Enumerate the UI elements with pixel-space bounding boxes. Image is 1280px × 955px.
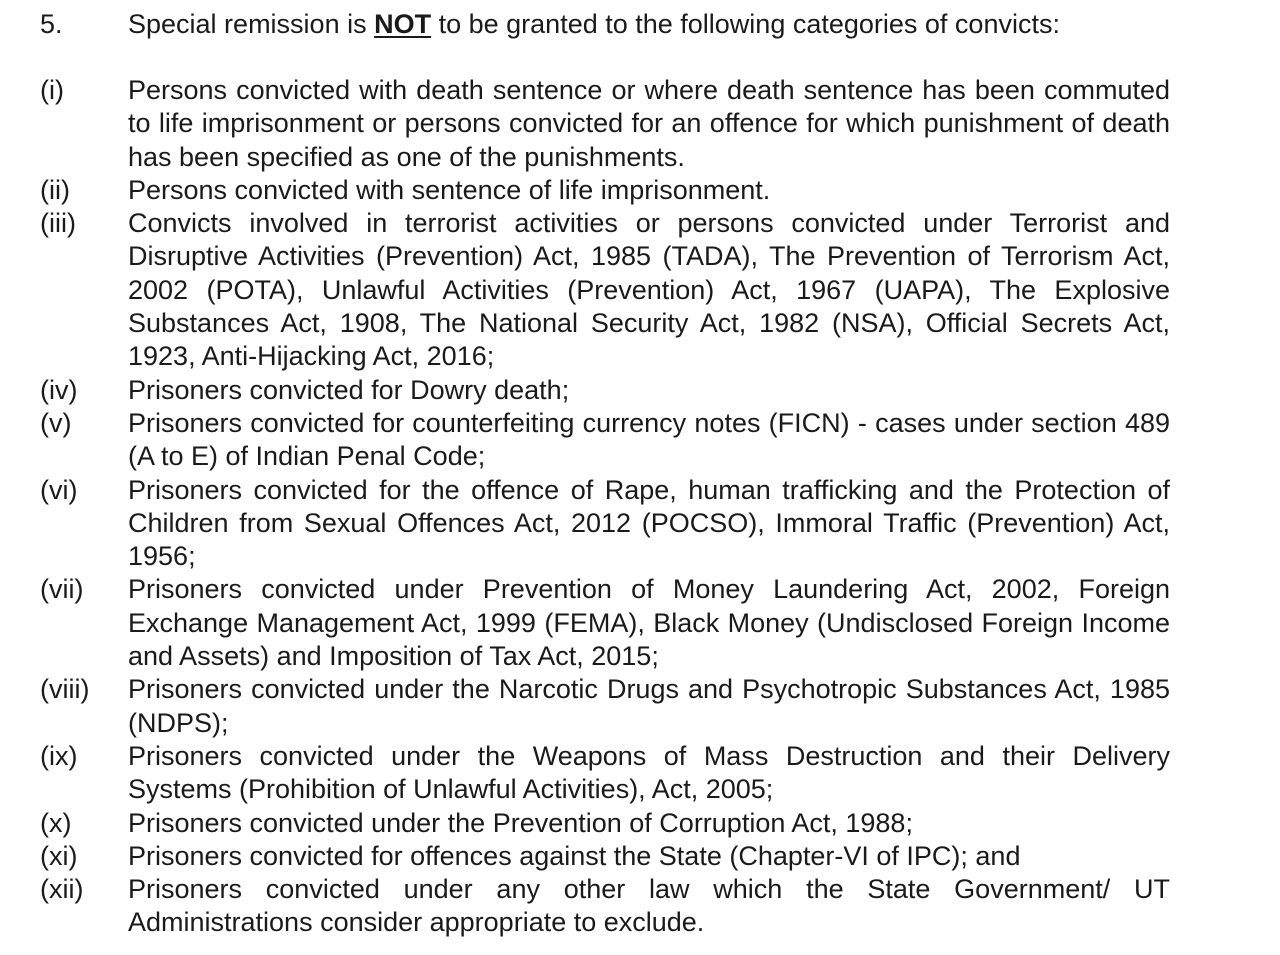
- list-item-number: (iii): [40, 208, 76, 239]
- list-item-text: Prisoners convicted under the Weapons of Mass Destruction and their Delivery Systems (Prohibition of Unlawful Activities), Act, 2005;: [128, 740, 1170, 805]
- list-item: [40, 573, 1170, 673]
- list-item: [40, 407, 1170, 474]
- section-number: 5.: [40, 9, 63, 39]
- list-item-number: (iv): [40, 374, 78, 405]
- section-title-after: to be granted to the following categories of convicts:: [431, 9, 1060, 39]
- section-heading: [40, 6, 1170, 42]
- list-item: [40, 873, 1170, 940]
- list-item-number: (ix): [40, 740, 78, 771]
- list-item-text: Persons convicted with death sentence or where death sentence has been commuted to life imprisonment or persons convicted for an offence for which punishment of death has been specified as one of the punishments.: [128, 75, 1170, 172]
- section-title: [128, 6, 1170, 42]
- list-item-number: (vii): [40, 574, 84, 605]
- list-item-number: (x): [40, 807, 72, 838]
- list-item: [40, 840, 1170, 873]
- list-item: [40, 474, 1170, 574]
- list-item: [40, 174, 1170, 207]
- list-item: [40, 374, 1170, 407]
- list-item-number: (xi): [40, 840, 78, 871]
- list-item: [40, 74, 1170, 174]
- list-item-text: Prisoners convicted under the Prevention of Corruption Act, 1988;: [128, 807, 913, 838]
- list-item-text: Convicts involved in terrorist activities or persons convicted under Terrorist and Disruptive Activities (Prevention) Act, 1985 (TADA), The Prevention of Terrorism Act, 2002 (POTA), Unlawful Activities (Prevention) Act, 1967 (UAPA), The Explosive Substances Act, 1908, The National Security Act, 1982 (NSA), Official Secrets Act, 1923, Anti-Hijacking Act, 2016;: [128, 208, 1170, 372]
- list-item: [40, 740, 1170, 807]
- section-title-before: Special remission is: [128, 9, 375, 39]
- list-item-number: (viii): [40, 674, 90, 705]
- list-item-text: Persons convicted with sentence of life imprisonment.: [128, 174, 771, 205]
- list-item-number: (xii): [40, 874, 84, 905]
- list-item-number: (i): [40, 75, 64, 105]
- list-item-text: Prisoners convicted for the offence of Rape, human trafficking and the Protection of Children from Sexual Offences Act, 2012 (POCSO), Immoral Traffic (Prevention) Act, 1956;: [128, 474, 1170, 572]
- list-item-text: Prisoners convicted under the Narcotic Drugs and Psychotropic Substances Act, 1985 (NDPS);: [128, 674, 1170, 738]
- list-item-text: Prisoners convicted for counterfeiting currency notes (FICN) - cases under section 489 (A to E) of Indian Penal Code;: [128, 407, 1170, 472]
- list-item: [40, 673, 1170, 740]
- list-item-number: (v): [40, 407, 72, 438]
- list-item-text: Prisoners convicted under any other law which the State Government/ UT Administrations consider appropriate to exclude.: [128, 874, 1170, 938]
- list-item: [40, 807, 1170, 840]
- section-title-emphasis: NOT: [374, 9, 432, 39]
- list-item-text: Prisoners convicted for Dowry death;: [128, 374, 570, 405]
- list-item-number: (vi): [40, 474, 78, 505]
- exclusion-list: [40, 74, 1170, 940]
- list-item-text: Prisoners convicted for offences against the State (Chapter-VI of IPC); and: [128, 840, 1021, 871]
- list-item-text: Prisoners convicted under Prevention of Money Laundering Act, 2002, Foreign Exchange Management Act, 1999 (FEMA), Black Money (Undisclosed Foreign Income and Assets) and Imposition of Tax Act, 2015;: [128, 574, 1170, 672]
- list-item-number: (ii): [40, 174, 70, 205]
- list-item: [40, 207, 1170, 373]
